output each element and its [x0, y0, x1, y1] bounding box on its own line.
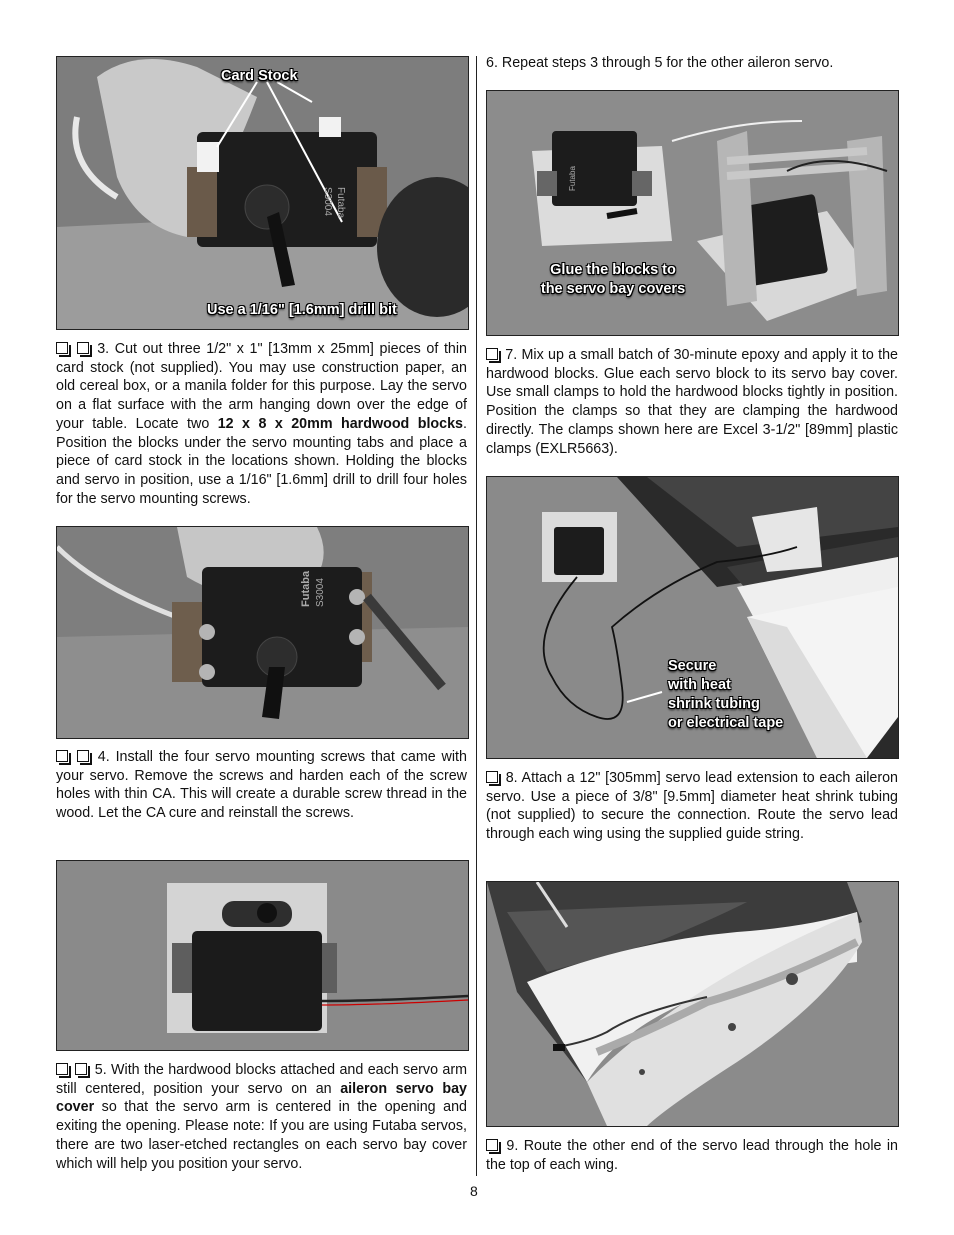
step-4-body: 4. Install the four servo mounting screws that came with your servo. Remove the screws and harden each of the screw holes with thin CA. This will create a durable screw thread in the wood. Let the CA cure and reinstall the screws.	[56, 749, 467, 822]
step-8-text	[486, 769, 898, 844]
checkbox-icon[interactable]	[56, 750, 68, 762]
photo-caption-drill-bit: Use a 1/16" [1.6mm] drill bit	[207, 302, 397, 318]
photo-installing-screws	[56, 526, 469, 739]
photo-glue-blocks	[486, 90, 899, 336]
step-3-text-part-2: . Position the blocks under the servo mounting tabs and place a piece of card stock in the locations shown. Holding the blocks and servo in position, use a 1/16" [1.6mm] drill to drill four holes for the servo mounting screws.	[56, 415, 467, 507]
photo-6-illustration	[487, 882, 898, 1126]
photo-caption-heat-shrink: Secure with heat shrink tubing or electrical tape	[668, 658, 784, 731]
step-5-text	[56, 1061, 467, 1173]
photo-heat-shrink	[486, 476, 899, 759]
step-7-body: 7. Mix up a small batch of 30-minute epoxy and apply it to the hardwood blocks. Glue each servo block to its servo bay cover. Use small clamps to hold the hardwood blocks tightly in position. Position the clamps so that they are clamping the hardwood directly. The clamps shown here are Excel 3-1/2" [89mm] plastic clamps (EXLR5663).	[486, 347, 898, 457]
step-4-text	[56, 748, 467, 823]
step-3-text-part-1: 3. Cut out three 1/2" x 1" [13mm x 25mm] pieces of thin card stock (not supplied). You may use construction paper, an old cereal box, or a manila folder for this purpose. Lay the servo on a flat surface with the arm hanging down over the edge of your table. Locate two	[56, 341, 467, 432]
step-3-text	[56, 340, 467, 508]
photo-wing-lead-routing	[486, 881, 899, 1127]
step-8-body: 8. Attach a 12" [305mm] servo lead extension to each aileron servo. Use a piece of 3/8" [9.5mm] diameter heat shrink tubing (not supplied) to secure the connection. Route the servo lead through each wing using the supplied guide string.	[486, 770, 899, 843]
checkbox-icon[interactable]	[77, 342, 89, 354]
photo-3-illustration	[57, 861, 468, 1050]
column-divider	[476, 56, 477, 1176]
checkbox-icon[interactable]	[77, 750, 89, 762]
step-3-bold-text: 12 x 8 x 20mm hardwood blocks	[217, 415, 464, 432]
step-9-body: 9. Route the other end of the servo lead through the hole in the top of each wing.	[486, 1138, 898, 1173]
step-7-text	[486, 346, 898, 458]
step-5-bold-text: aileron servo bay cover	[56, 1080, 468, 1116]
checkbox-icon[interactable]	[486, 771, 498, 783]
photo-drilling-servo-holes	[56, 56, 469, 330]
photo-servo-on-cover	[56, 860, 469, 1051]
photo-caption-card-stock: Card Stock	[221, 68, 298, 84]
step-6-body: 6. Repeat steps 3 through 5 for the other aileron servo.	[486, 55, 834, 71]
photo-2-illustration	[57, 527, 468, 738]
checkbox-icon[interactable]	[75, 1063, 87, 1075]
servo-label-model: S3004	[315, 578, 326, 607]
photo-1-illustration	[57, 57, 468, 329]
step-6-text	[486, 54, 898, 73]
servo-label-brand: Futaba	[300, 570, 312, 607]
page-number: 8	[470, 1183, 478, 1199]
step-5-text-part-1: 5. With the hardwood blocks attached and each servo arm still centered, position your servo on an	[56, 1062, 467, 1097]
step-5-text-part-2: so that the servo arm is centered in the opening and exiting the opening. Please note: If you are using Futaba servos, there are two laser-etched rectangles on each servo bay cover which will help you position your servo.	[56, 1099, 467, 1172]
servo-label-brand: Futaba	[568, 166, 577, 191]
step-9-text	[486, 1137, 898, 1174]
checkbox-icon[interactable]	[486, 1139, 498, 1151]
checkbox-icon[interactable]	[56, 342, 68, 354]
servo-label-model: S3004	[322, 187, 333, 216]
checkbox-icon[interactable]	[56, 1063, 68, 1075]
photo-caption-glue-blocks: Glue the blocks to the servo bay covers	[540, 262, 686, 297]
servo-label-brand: Futaba	[335, 187, 346, 219]
checkbox-icon[interactable]	[486, 348, 498, 360]
